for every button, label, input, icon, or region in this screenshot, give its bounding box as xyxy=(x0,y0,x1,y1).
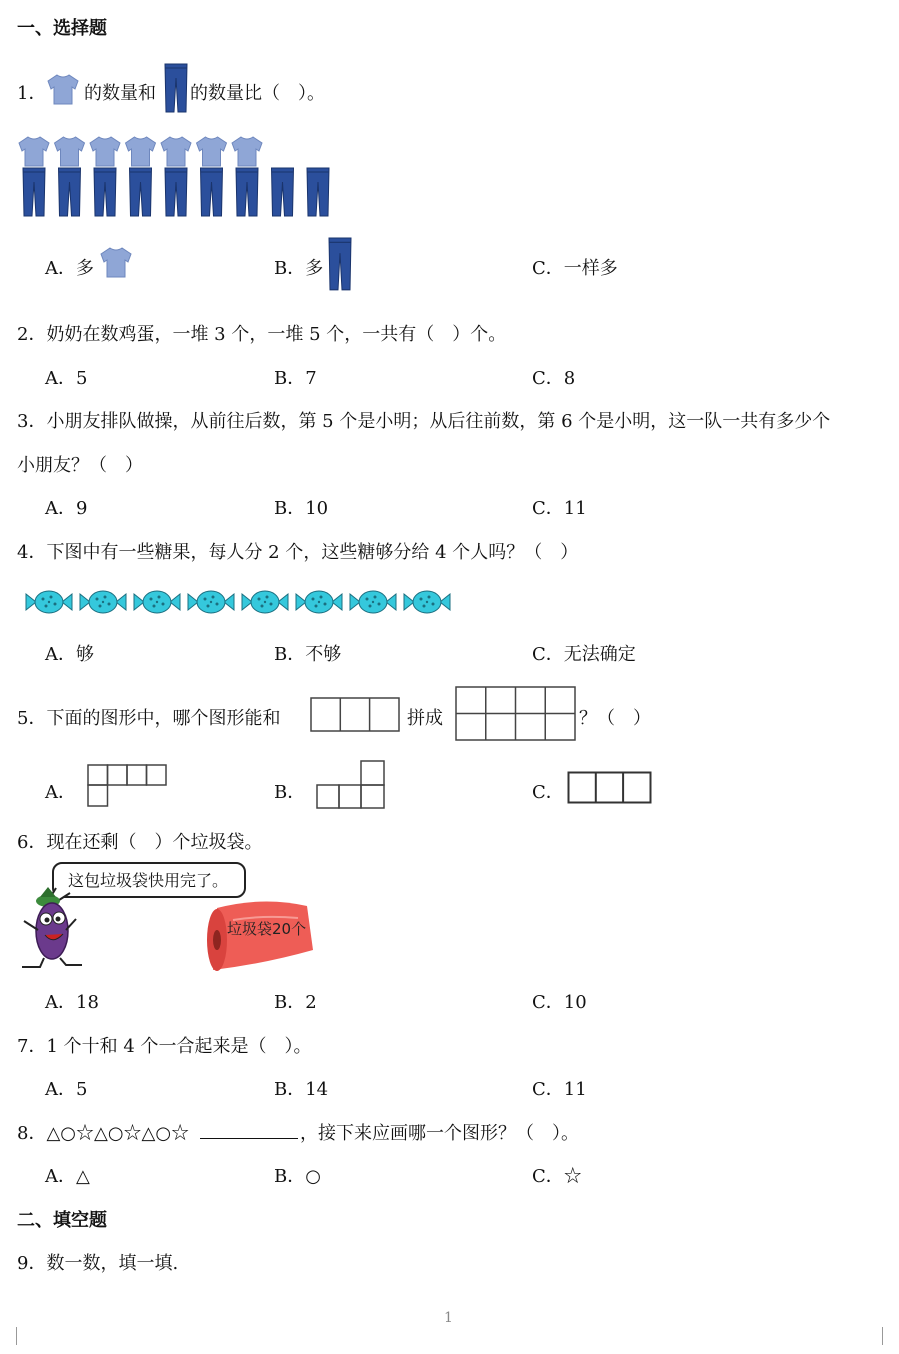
q3-text-line1: 3．小朋友排队做操，从前往后数，第 5 个是小明；从后往前数，第 6 个是小明，这一队一共有多少个 xyxy=(17,411,831,432)
jeans-icon xyxy=(94,168,116,216)
q6-option-c[interactable]: C．10 xyxy=(532,992,587,1013)
q2-option-a[interactable]: A．5 xyxy=(45,368,88,389)
candy-icon xyxy=(134,591,180,613)
two-by-four-grid xyxy=(455,686,579,742)
three-square-strip xyxy=(310,697,400,733)
q4-option-b[interactable]: B．不够 xyxy=(274,644,342,665)
page-corner-mark-left xyxy=(16,1327,17,1345)
shape-option-a[interactable] xyxy=(87,764,169,808)
speech-bubble-text: 这包垃圾袋快用完了。 xyxy=(68,871,229,890)
q1-option-c[interactable]: C．一样多 xyxy=(532,258,618,279)
page-number: 1 xyxy=(444,1310,453,1326)
jeans-icon xyxy=(272,168,294,216)
q5-text-1: 5．下面的图形中，哪个图形能和 xyxy=(17,708,281,729)
q6-option-b[interactable]: B．2 xyxy=(274,992,317,1013)
jeans-icon xyxy=(328,238,352,290)
q1-text-1: 的数量和 xyxy=(84,83,156,104)
q8-option-a[interactable]: A．△ xyxy=(45,1166,90,1187)
q2-option-c[interactable]: C．8 xyxy=(532,368,576,389)
shape-option-b[interactable] xyxy=(316,760,388,810)
q5-text-3: ？（ ） xyxy=(579,708,651,729)
candies-row xyxy=(25,590,465,616)
q1-option-a[interactable]: A．多 xyxy=(45,258,94,279)
q1-option-b[interactable]: B．多 xyxy=(274,258,324,279)
q1-number: 1． xyxy=(17,83,47,104)
shirt-icon xyxy=(161,137,191,166)
q4-option-c[interactable]: C．无法确定 xyxy=(532,644,636,665)
candy-icon xyxy=(404,591,450,613)
shirt-icon xyxy=(90,137,120,166)
q7-option-b[interactable]: B．14 xyxy=(274,1079,329,1100)
jeans-icon xyxy=(201,168,223,216)
candy-icon xyxy=(296,591,342,613)
q6-option-a[interactable]: A．18 xyxy=(45,992,99,1013)
candy-icon xyxy=(80,591,126,613)
q8-text-2: ，接下来应画哪一个图形？（ ）。 xyxy=(300,1123,579,1144)
q6-text: 6．现在还剩（ ）个垃圾袋。 xyxy=(17,832,263,853)
q8-option-c[interactable]: C．☆ xyxy=(532,1166,582,1187)
q3-option-c[interactable]: C．11 xyxy=(532,498,587,519)
q8-blank-line[interactable] xyxy=(200,1138,298,1139)
q8-text-1: 8．△○☆△○☆△○☆ xyxy=(17,1123,190,1144)
page-corner-mark-right xyxy=(882,1327,883,1345)
shirts-row xyxy=(17,136,277,168)
shirt-icon xyxy=(232,137,262,166)
q4-text: 4．下图中有一些糖果，每人分 2 个，这些糖够分给 4 个人吗？（ ） xyxy=(17,542,579,563)
q4-option-a[interactable]: A．够 xyxy=(45,644,94,665)
jeans-icon xyxy=(236,168,258,216)
trash-bag-label: 垃圾袋20个 xyxy=(227,920,307,938)
shape-option-c[interactable] xyxy=(567,771,653,805)
q7-text: 7．1 个十和 4 个一合起来是（ ）。 xyxy=(17,1036,312,1057)
candy-icon xyxy=(350,591,396,613)
shirt-icon xyxy=(197,137,227,166)
q2-text: 2．奶奶在数鸡蛋，一堆 3 个，一堆 5 个，一共有（ ）个。 xyxy=(17,324,507,345)
q9-text: 9．数一数，填一填. xyxy=(17,1253,179,1274)
candy-icon xyxy=(242,591,288,613)
q8-option-b[interactable]: B．○ xyxy=(274,1166,321,1187)
candy-icon xyxy=(188,591,234,613)
jeans-icon xyxy=(164,64,188,114)
q5-option-a[interactable]: A． xyxy=(45,782,76,803)
eggplant-character-icon xyxy=(18,885,88,970)
jeans-icon xyxy=(130,168,152,216)
candy-icon xyxy=(26,591,72,613)
jeans-icon xyxy=(307,168,329,216)
q3-text-line2: 小朋友？（ ） xyxy=(17,455,143,476)
q5-option-c[interactable]: C． xyxy=(532,782,564,803)
shirt-icon xyxy=(46,74,82,106)
q7-option-a[interactable]: A．5 xyxy=(45,1079,88,1100)
q3-option-b[interactable]: B．10 xyxy=(274,498,329,519)
section-heading-fill: 二、填空题 xyxy=(17,1210,107,1231)
shirt-icon xyxy=(126,137,156,166)
jeans-row xyxy=(22,168,332,218)
shirt-icon xyxy=(19,137,49,166)
jeans-icon xyxy=(165,168,187,216)
q3-option-a[interactable]: A．9 xyxy=(45,498,88,519)
jeans-icon xyxy=(23,168,45,216)
q5-text-2: 拼成 xyxy=(407,708,443,729)
shirt-icon xyxy=(55,137,85,166)
q2-option-b[interactable]: B．7 xyxy=(274,368,317,389)
q7-option-c[interactable]: C．11 xyxy=(532,1079,587,1100)
section-heading-choice: 一、选择题 xyxy=(17,18,107,39)
q5-option-b[interactable]: B． xyxy=(274,782,306,803)
shirt-icon xyxy=(99,247,135,279)
q1-text-2: 的数量比（ ）。 xyxy=(190,83,325,104)
jeans-icon xyxy=(59,168,81,216)
